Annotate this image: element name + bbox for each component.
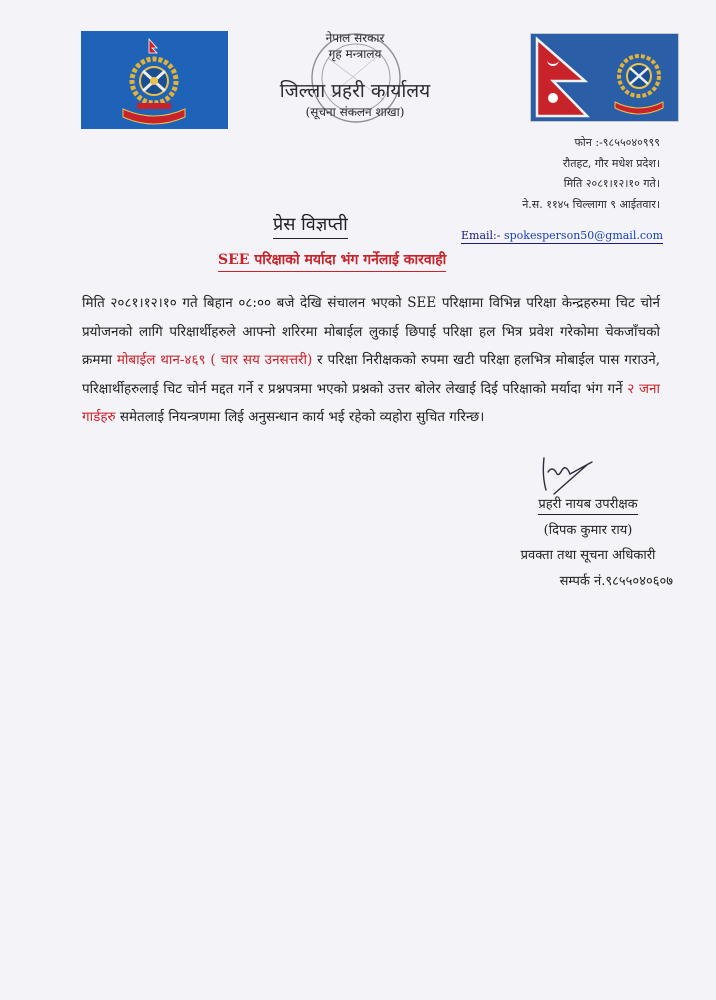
contact-date: मिति २०८१।१२।१० गते। — [563, 177, 660, 190]
police-emblem-icon — [81, 31, 228, 129]
government-name: नेपाल सरकार — [325, 31, 385, 45]
signatory-rank: प्रहरी नायब उपरीक्षक — [538, 495, 637, 515]
signatory-role: प्रवक्ता तथा सूचना अधिकारी — [520, 548, 656, 563]
email-link[interactable]: spokesperson50@gmail.com — [503, 229, 664, 242]
body-part-3: समेतलाई नियन्त्रणमा लिई अनुसन्धान कार्य भई रहेको व्यहोरा सुचित गरिन्छ। — [115, 409, 485, 426]
signatory-name: (दिपक कुमार राय) — [543, 522, 633, 538]
body-highlight-guards: २ जना गार्डहरु — [82, 380, 660, 426]
office-stamp-icon — [300, 28, 412, 128]
signatory-phone: सम्पर्क नं.९८५५०४०६०७ — [559, 573, 673, 589]
office-name: जिल्ला प्रहरी कार्यालय — [279, 80, 431, 102]
contact-location: रौतहट, गौर मधेश प्रदेश। — [562, 156, 660, 170]
body-text — [82, 289, 660, 432]
subtitle: SEE परिक्षाको मर्यादा भंग गर्नेलाई कारवाही — [218, 250, 446, 272]
signatory-block — [503, 492, 673, 594]
section-name: (सूचना संकलन शाखा) — [305, 105, 405, 119]
body-highlight-mobiles: मोबाईल थान-४६९ ( चार सय उनसत्तरी) — [116, 352, 313, 369]
email-label: Email:- — [461, 229, 501, 242]
contact-info — [522, 133, 660, 215]
ministry-name: गृह मन्त्रालय — [328, 47, 382, 61]
police-emblem-left — [81, 31, 228, 129]
signature-icon — [536, 450, 596, 498]
nepal-flag-icon — [531, 34, 678, 121]
nepal-flag-emblem — [530, 33, 679, 122]
page-title: प्रेस विज्ञप्ती — [273, 213, 348, 239]
body-part-1: मिति २०८१।१२।१० गते बिहान ०८:०० बजे देखि संचालन भएको SEE परिक्षामा विभिन्न परिक्षा केन्द्रहरुमा चिट चोर्न प्रयोजनको लागि परिक्षार्थीहरुले आफ्नो शरिरमा मोबाईल लुकाई छिपाई परिक्षा हल भित्र प्रवेश गरेकोमा चेकजाँचको क्रममा — [82, 295, 660, 369]
contact-phone: फोन :-९८५५०४०९९९ — [574, 136, 660, 149]
body-part-2: र परिक्षा निरीक्षकको रुपमा खटी परिक्षा हलभित्र मोबाईल पास गराउने, परिक्षार्थीहरुलाई चिट चोर्न मद्दत गर्ने र प्रश्नपत्रमा भएको प्रश्नको उत्तर बोलेर लेखाई दिई परिक्षाको मर्यादा भंग गर्ने — [82, 352, 660, 397]
email-line — [461, 229, 663, 244]
body-paragraph — [82, 289, 660, 432]
contact-nepal-sambat: ने.स. ११४५ चिल्लागा ९ आईतवार। — [522, 197, 660, 211]
